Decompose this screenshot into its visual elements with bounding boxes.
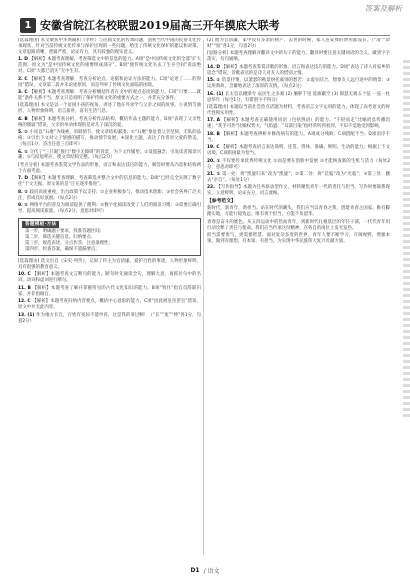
answer-paragraph: [207, 233, 390, 245]
answer-number: 2. C: [18, 76, 30, 82]
answer-paragraph: [207, 132, 390, 144]
answer-paragraph: [207, 38, 390, 50]
answer-paragraph: [207, 206, 390, 218]
answer-paragraph: [18, 272, 201, 284]
answer-text: 【解析】本题考查分析，考查分析作品结构，概括作品主题的能力。B项“表现了父亲性格的懦弱”错误，父亲的举动体现的是对儿子深沉的爱。: [18, 116, 201, 128]
answer-number: 3. C: [18, 90, 30, 96]
answer-paragraph: [207, 145, 390, 157]
answer-number: 16. (1): [207, 91, 226, 97]
method-step: 第四步，检查答案，确保不遗漏要点。: [25, 247, 100, 253]
answer-number: 19. C: [207, 145, 222, 151]
answer-text: [选篇理由] 本题以当前社会热点话题为材料，考查语言文字运用的能力，体现了高考语文的时代性和实用性。: [207, 105, 390, 116]
page-subject: / 语文: [203, 567, 220, 575]
answer-text: 不仅要传承优秀传统文化 ②而是要在创新中发展 ③才能焕发新的生机与活力（每处2分，意思对即可）: [207, 158, 390, 170]
answer-number: 17. A: [207, 118, 222, 124]
answer-text: [思路分析] 本题考查理解并翻译文中的句子的能力。翻译时要注意关键词语的含义，做到字字落实，句句通顺。: [207, 51, 390, 63]
exam-title: 安徽省皖江名校联盟2019届高三开年摸底大联考: [40, 19, 280, 32]
answer-text: 【解析】本题考查正确使用词语（包括熟语）的能力。“不胫而走”比喻消息传播迅速；“炙手可热”比喻权势大，气焰盛；“耳濡目染”指经常听到看到，不知不觉地受到影响。: [207, 118, 390, 130]
answer-paragraph: [18, 313, 201, 325]
answer-number: 4. B: [18, 116, 30, 122]
answer-paragraph: [18, 77, 201, 89]
answer-number: 22.: [207, 185, 217, 191]
answer-paragraph: [18, 286, 201, 298]
answer-text: [选篇理由] 本文是以一个贫困小孩的视角，讲述了他在外求学与父亲之间的故事。小说情节曲折，人物形象鲜明，语言质朴，富有生活气息。: [18, 103, 201, 115]
answer-text: [选篇理由] 选文出自《宋史·列传》，记叙了传主为官清廉、爱护百姓的事迹，人物形象鲜明，具有很强的教育意义。: [18, 259, 201, 270]
answer-text: 【解析】本题考查理解，考查分析论点、论据和论证方法的能力。C项“论述了……的原因”错误，文章第二段并未论述原因，而是列举了传统文化面临的困境。: [18, 76, 201, 88]
right-answer-column: [207, 38, 390, 558]
answer-text: 小说以“石磨”为线索，串联情节，使文章结构紧凑；②“石磨”象征着父亲坚韧、无私的品格；③引出下文对父子情感的描写，推动情节发展；④深化主题，表达了作者对父爱的赞美。（每点1分，答出任意三点即可）: [18, 130, 201, 148]
answer-paragraph: [18, 163, 201, 175]
answer-paragraph: [18, 299, 201, 311]
answer-number: 8. ①: [18, 189, 30, 195]
answer-text: 【解析】本题考查理解，考查筛选并整合文中的信息的能力。D项“已经完全实现了数字化”于文无据，原文说的是“正在逐步推进”。: [18, 176, 201, 188]
answer-paragraph: [18, 203, 201, 215]
answer-text: 【解析】本题考查辨析并修改病句的能力。A项成分残缺；C项搭配不当；D项语序不当。: [207, 131, 390, 143]
answer-number: 15. ①: [207, 78, 222, 84]
answer-number: 6. ①: [18, 149, 30, 155]
answer-paragraph: [207, 51, 390, 63]
answer-paragraph: [18, 38, 201, 56]
answer-paragraph: [207, 118, 390, 130]
answer-number: 9. ①: [18, 203, 30, 209]
answer-text: 第一处：将“凯旋归来”改为“凯旋”；②第二处：将“莅临”改为“光临”；③第三处：删去“亲自”。（每处1分）: [207, 172, 390, 183]
answer-number: 11. B: [18, 285, 33, 291]
answer-paragraph: [207, 185, 390, 197]
answer-text: 【解析】本题考查文言断句的能力。断句时先通读全句，理解大意，再抓住句中的名词、动词和虚词进行断句。: [18, 272, 201, 284]
method-box: [18, 218, 201, 256]
answer-paragraph: [18, 150, 201, 162]
answer-text: 交代了“三只眼”推行“数字无障碍”的背景，为下文作铺垫；②设置悬念，引发读者阅读兴趣；③与结尾呼应，使文章结构完整。（每点2分）: [18, 149, 201, 161]
answer-number: 13. (1): [18, 312, 37, 318]
answer-paragraph: [18, 190, 201, 202]
answer-paragraph: [18, 117, 201, 129]
answer-number: 5. ①: [18, 130, 30, 136]
answer-text: 【解析】本题考查语言表达简明、连贯、得体，准确、鲜明、生动的能力。根据上下文语境，C项衔接最为恰当。: [207, 145, 390, 157]
title-divider: [20, 35, 390, 36]
answer-paragraph: [207, 172, 390, 184]
answer-text: 借景抒情，以萧瑟的秋景烘托离别的愁苦；②虚实结合，想象友人远行途中的情景；③运用典故，含蓄地表达了深厚的友情。（每点2分）: [207, 78, 390, 90]
answer-text: 长太息以掩涕兮 哀民生之多艰 (2) 舳舻千里 旌旗蔽空 (3) 锦瑟无端五十弦 一弦一柱思华年（每空1分，有错别字不得分）: [207, 91, 390, 103]
answer-text: 【解析】本题考查理解，考查筛选文中的信息的能力。A项“是中国传统文化的全部”扩大范围，原文为“是中国传统文化的重要组成部分”。B项“使传统文化失去了生存空间”说法绝对。C项“大都已消失”无中生有。: [18, 57, 201, 75]
page-footer: [0, 564, 410, 576]
answer-text: 网络平台的普及为阅读提供了便利；②数字化阅读改变了人们的阅读习惯；③需要正确引导，提高阅读质量。（每点2分，意思对即可）: [18, 203, 201, 215]
column-divider: [203, 40, 204, 555]
answer-number: 20. ①: [207, 158, 222, 164]
answer-paragraph: [207, 65, 390, 77]
answer-paragraph: [207, 78, 390, 90]
answer-text: 作为地方长官，百姓有冤屈不能申诉，这是我的罪过啊！（“长”“冤”“伸”各1分，句意2分）: [18, 312, 201, 324]
answer-paragraph: [18, 103, 201, 115]
answer-text: 担当需要勇气，更需要智慧。面对复杂多变的世界，青年人要不断学习，开阔视野，增强本领，做到有理想、有本领、有担当，为实现中华民族伟大复兴贡献力量。: [207, 233, 390, 244]
exam-number-badge: 1: [20, 18, 36, 33]
answer-paragraph: [207, 105, 390, 117]
answer-text: 【解析】本题考查了解并掌握常见的古代文化知识的能力。B项“致仕”指官员辞职归家，并非指做官。: [18, 285, 201, 297]
answer-paragraph: [18, 57, 201, 75]
answer-paragraph: [18, 259, 201, 271]
answer-number: 12. C: [18, 299, 33, 305]
method-step: 第一步，明确题干要求，找准答题区间；: [25, 229, 105, 235]
answer-text: 【写作指导】本题为任务驱动型作文，材料聚焦青年一代的责任与担当。写作时要联系现实，立意鲜明，论证充分，语言流畅。: [207, 185, 390, 197]
page-edge-strip: [403, 60, 410, 420]
answer-text: (2) 他为官清廉，家中没有多余的财产，去世的时候，家人连安葬的费用都没有。（“清”“余财”“殁”各1分，句意2分）: [207, 38, 390, 49]
answer-text: [考点分析] 本题考查鉴赏文学作品的形象、语言和表达技巧的能力。解答时要从内容和结构两个方面考虑。: [18, 162, 201, 174]
answer-paragraph: [207, 92, 390, 104]
left-answer-column: [18, 38, 201, 558]
answer-paragraph: [18, 176, 201, 188]
page-header: [0, 0, 410, 14]
answer-number: 7. D: [18, 176, 30, 182]
answer-number: 18. B: [207, 131, 222, 137]
answer-paragraph: [207, 159, 390, 171]
answer-paragraph: [207, 220, 390, 232]
answer-text: 青春是奋斗的底色。从五四运动中的热血青年，到新时代扎根基层的年轻干部，一代代青年用行动诠释了责任与使命。我们应当传承这份精神，在各自的岗位上发光发热。: [207, 219, 390, 231]
answer-number: 14. D: [207, 64, 222, 70]
answer-number: 1. D: [18, 57, 30, 63]
answer-text: 政府高度重视，出台政策予以支持；②企业积极参与，推动技术创新；③社会各界广泛关注，形成良好氛围。（每点2分）: [18, 189, 201, 201]
section-tag: 答案及解析: [364, 4, 402, 13]
answer-number: 21. ①: [207, 172, 223, 178]
answer-paragraph: [18, 90, 201, 102]
answer-text: 新时代，新青年，新担当。站在时代的潮头，我们应当以青春之我，创建青春之国家。唯有脚踏实地，方能行稳致远；唯有勇于担当，方能不负韶华。: [207, 206, 390, 218]
answer-paragraph: [18, 130, 201, 148]
answer-number: 10. C: [18, 272, 33, 278]
method-step: 第二步，筛选关键信息，归纳要点；: [25, 235, 96, 241]
method-step: 第三步，规范表述，分点作答，注意条理性；: [25, 241, 113, 247]
page-number: D1: [190, 566, 200, 574]
answer-text: [选篇理由] 本文聚焦中华典籍和《孝经》与民间文化的传承问题，剖析当代中国的民俗文化传承现状，针对当前传统文化传承与保护出现的一些问题，给出了传统文化保护的建议和对策。文章思路清晰，逻辑严密，论证有力，具有较强的现实意义。: [18, 38, 201, 55]
answer-text: 【解析】本题考查归纳内容要点，概括中心意思的能力。C项“因此被皇帝罢官”错误，原文中并无此内容。: [18, 299, 201, 311]
answer-text: 【解析】本题考查鉴赏诗歌的形象、语言和表达技巧的能力。D项“表达了诗人对家乡的思念”错误，诗歌表达的是诗人对友人的惜别之情。: [207, 64, 390, 76]
method-box-title: 答题模板·方法: [22, 221, 59, 228]
title-row: [20, 16, 390, 34]
answer-text: 【解析】本题考查理解，考查分析概括作者在文中的观点态度的能力。C项“只要……就能”条件关系不当，原文只是说明了保护传统文化的重要方式之一，并非充分条件。: [18, 90, 201, 101]
reference-essay-heading: 【参考范文】: [207, 199, 236, 205]
